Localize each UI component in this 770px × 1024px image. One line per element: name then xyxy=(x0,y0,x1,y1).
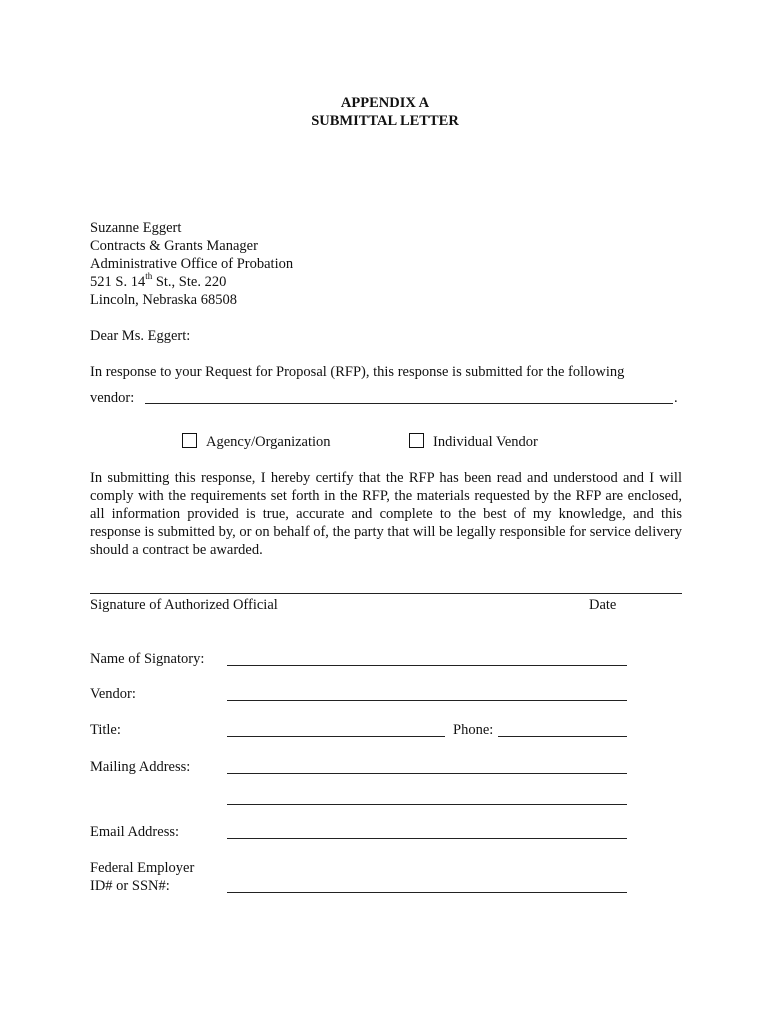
name-of-signatory-label: Name of Signatory: xyxy=(90,651,205,667)
vendor-field[interactable] xyxy=(227,700,627,701)
vendor-line-label: vendor: xyxy=(90,390,135,406)
vendor-label: Vendor: xyxy=(90,686,136,702)
street-suffix: St., Ste. 220 xyxy=(152,274,227,290)
vendor-line-end: . xyxy=(674,390,678,406)
title-field[interactable] xyxy=(227,736,445,737)
recipient-position: Contracts & Grants Manager xyxy=(90,238,258,254)
salutation: Dear Ms. Eggert: xyxy=(90,328,191,344)
street-prefix: 521 S. 14 xyxy=(90,274,146,290)
document-heading-title: SUBMITTAL LETTER xyxy=(311,113,459,129)
recipient-city: Lincoln, Nebraska 68508 xyxy=(90,292,237,308)
mailing-address-label: Mailing Address: xyxy=(90,759,191,775)
email-address-label: Email Address: xyxy=(90,824,180,840)
signature-field[interactable] xyxy=(90,593,682,594)
mailing-address-field-line2[interactable] xyxy=(227,804,627,805)
mailing-address-field-line1[interactable] xyxy=(227,773,627,774)
federal-employer-label-line2: ID# or SSN#: xyxy=(90,878,170,894)
individual-vendor-checkbox[interactable] xyxy=(409,433,424,448)
agency-organization-checkbox[interactable] xyxy=(182,433,197,448)
street-superscript: th xyxy=(145,271,153,282)
phone-field[interactable] xyxy=(498,736,627,737)
date-label: Date xyxy=(589,597,617,613)
federal-employer-id-field[interactable] xyxy=(227,892,627,893)
recipient-name: Suzanne Eggert xyxy=(90,220,182,236)
document-heading-appendix: APPENDIX A xyxy=(340,95,430,111)
federal-employer-label-line1: Federal Employer xyxy=(90,860,195,876)
email-address-field[interactable] xyxy=(227,838,627,839)
intro-text: In response to your Request for Proposal (RFP), this response is submitted for the following xyxy=(90,364,625,380)
individual-vendor-label: Individual Vendor xyxy=(433,434,538,450)
recipient-street xyxy=(90,273,226,291)
agency-organization-label: Agency/Organization xyxy=(206,434,331,450)
title-label: Title: xyxy=(90,722,121,738)
phone-label: Phone: xyxy=(453,722,494,738)
certification-paragraph: In submitting this response, I hereby certify that the RFP has been read and understood and I will comply with the requirements set forth in the RFP, the materials requested by the RFP are enclosed, all information provided is true, accurate and complete to the best of my knowledge, and this response is submitted by, or on behalf of, the party that will be legally responsible for service delivery should a contract be awarded. xyxy=(90,470,682,558)
recipient-office: Administrative Office of Probation xyxy=(90,256,294,272)
signature-label: Signature of Authorized Official xyxy=(90,597,278,613)
name-of-signatory-field[interactable] xyxy=(227,665,627,666)
vendor-name-field[interactable] xyxy=(145,403,673,404)
